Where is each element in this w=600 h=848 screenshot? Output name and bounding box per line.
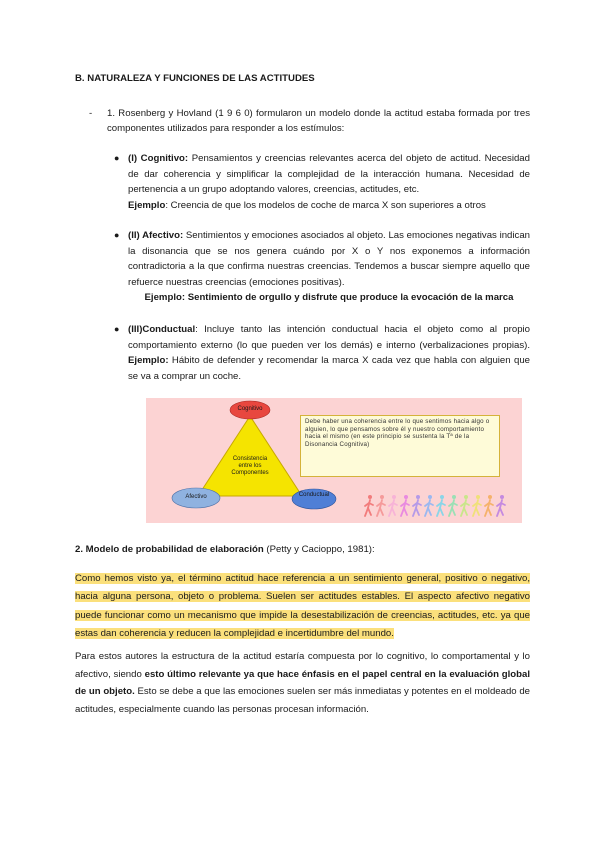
afectivo-label: Afectivo xyxy=(185,494,207,500)
walking-figure-icon xyxy=(413,495,421,516)
bullet-dot-icon: ● xyxy=(114,230,120,240)
walking-figure-icon xyxy=(437,495,445,516)
bullet-dot-icon: ● xyxy=(114,153,120,163)
afectivo-example: Ejemplo: Sentimiento de orgullo y disfrute que produce la evocación de la marca xyxy=(144,292,514,304)
intro-paragraph xyxy=(75,106,530,136)
section-2-authors: (Petty y Cacioppo, 1981): xyxy=(263,544,375,555)
cognitivo-label: Cognitivo xyxy=(237,406,263,412)
conductual-label: Conductual xyxy=(298,492,330,498)
closing-paragraph xyxy=(75,648,530,718)
walking-figure-icon xyxy=(425,495,433,516)
conductual-example-label: Ejemplo: xyxy=(128,355,169,367)
closing-text-end: Esto se debe a que las emociones suelen ser más inmediatas y potentes en el moldeado de actitudes, especialmente cuando las personas procesan información. xyxy=(75,686,530,715)
walking-figure-icon xyxy=(365,495,373,516)
cognitivo-example xyxy=(128,198,530,214)
walking-figures-row xyxy=(365,495,505,516)
conductual-example-text: Hábito de defender y recomendar la marca X cada vez que habla con alguien que se va a comprar un coche. xyxy=(128,355,530,382)
cognitivo-title: (I) Cognitivo: xyxy=(128,153,189,164)
section-2-title: 2. Modelo de probabilidad de elaboración xyxy=(75,544,264,555)
walking-figure-icon xyxy=(485,495,493,516)
walking-figure-icon xyxy=(473,495,481,516)
walking-figure-icon xyxy=(389,495,397,516)
conductual-title: (III)Conductual xyxy=(128,324,196,335)
conductual-text: : Incluye tanto las intención conductual hacia el objeto como al propio comportamiento externo (lo que pueden ver los demás) e interno (verbalizaciones propias). xyxy=(128,324,530,351)
section-2-heading xyxy=(75,544,375,555)
closing-text-start: Para estos autores la estructura de la actitud estaría compuesta por lo cognitivo, lo comportamental y lo afectivo, siendo xyxy=(75,651,530,680)
bullet-conductual xyxy=(114,322,530,384)
walking-figure-icon xyxy=(401,495,409,516)
dash-marker: - xyxy=(89,108,93,119)
afectivo-title: (II) Afectivo: xyxy=(128,230,184,241)
attitude-components-diagram xyxy=(146,398,522,523)
consistency-label: Consistencia entre los Componentes xyxy=(231,456,269,476)
cognitivo-text: Pensamientos y creencias relevantes acerca del objeto de actitud. Necesidad de dar coherencia y simplificar la complejidad de la interacción humana. Necesidad de pertenencia a un grupo adoptando valores, creencias, actitudes, etc. xyxy=(128,153,530,196)
walking-figure-icon xyxy=(497,495,505,516)
highlighted-text: Como hemos visto ya, el término actitud hace referencia a un sentimiento general, positivo o negativo, hacia alguna persona, objeto o problema. Suelen ser actitudes estables. El aspecto afectivo negativo puede funcionar como un mecanismo que impide la desestabilización de creencias, actitudes, etc. ya que estas dan coherencia y reducen la complejidad e incertidumbre del mundo. xyxy=(75,573,530,640)
walking-figure-icon xyxy=(377,495,385,516)
afectivo-text: Sentimientos y emociones asociados al objeto. Las emociones negativas indican la disonancia que se nos genera cuándo por X o Y nos exponemos a información contradictoria a la que confirma nuestras creencias. Tendemos a buscar siempre aquello que refuerce nuestras creencias (emociones positivas). xyxy=(128,230,530,288)
section-b-heading: B. NATURALEZA Y FUNCIONES DE LAS ACTITUDES xyxy=(75,73,315,84)
intro-text: 1. Rosenberg y Hovland (1 9 6 0) formularon un modelo donde la actitud estaba formada por tres componentes utilizados para responder a los estímulos: xyxy=(107,108,530,134)
highlighted-paragraph xyxy=(75,570,530,644)
walking-figure-icon xyxy=(449,495,457,516)
closing-text-bold: esto último relevante ya que hace énfasis en el papel central en la evaluación global de un objeto. xyxy=(75,668,530,698)
bullet-dot-icon: ● xyxy=(114,324,120,334)
cognitivo-example-text: : Creencia de que los modelos de coche de marca X son superiores a otros xyxy=(165,199,486,211)
walking-figure-icon xyxy=(461,495,469,516)
cognitivo-example-label: Ejemplo xyxy=(128,199,166,211)
coherence-note: Debe haber una coherencia entre lo que sentimos hacia algo o alguien, lo que pensamos sobre él y nuestro comportamiento hacia el mismo (en este principio se sustenta la Tª de la Disonancia Cognitiva) xyxy=(300,415,500,477)
bullet-afectivo xyxy=(114,228,530,306)
bullet-cognitivo xyxy=(114,151,530,213)
